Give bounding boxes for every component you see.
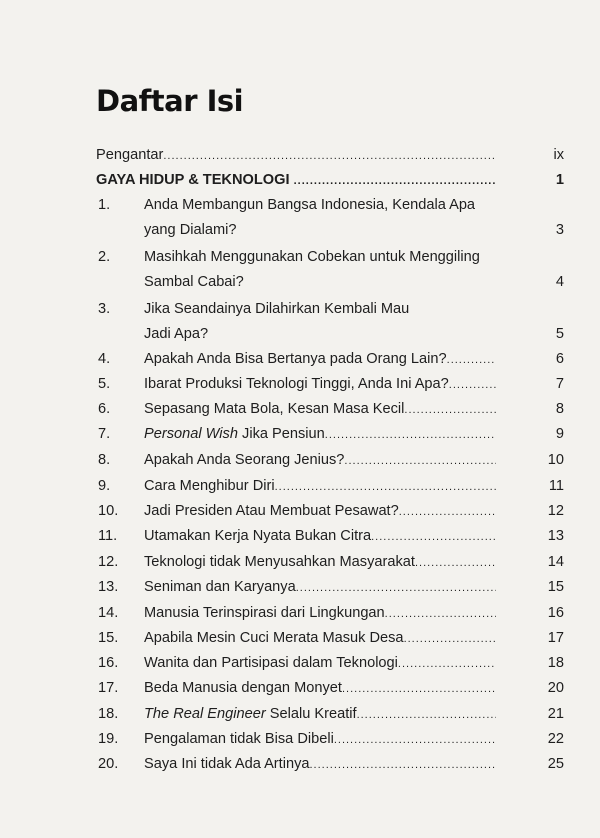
toc-entry-label: Cara Menghibur Diri ..... [144, 475, 496, 498]
toc-page-number: 18 [547, 655, 564, 671]
toc-page-number: 17 [547, 630, 564, 646]
toc-entry-label: GAYA HIDUP & TEKNOLOGI ..... [96, 169, 496, 192]
toc-entry-number: 13. [98, 579, 119, 595]
toc-entry[interactable] [96, 551, 576, 573]
toc-entry-number: 4. [98, 351, 111, 367]
toc-entry-number: 17. [98, 680, 119, 696]
page-title: Daftar Isi [96, 84, 244, 118]
toc-entry[interactable] [96, 348, 576, 370]
toc-entry-label: Apakah Anda Seorang Jenius? ..... [144, 449, 496, 472]
toc-entry[interactable] [96, 652, 576, 674]
toc-page-number: 12 [547, 503, 564, 519]
toc-page-number: 11 [548, 478, 564, 494]
toc-entry[interactable] [96, 449, 576, 471]
toc-entry-number: 20. [98, 756, 119, 772]
toc-entry-label: Manusia Terinspirasi dari Lingkungan ..... [144, 602, 496, 625]
toc-entry[interactable] [96, 525, 576, 547]
toc-entry[interactable] [96, 373, 576, 395]
toc-entry-continuation[interactable] [96, 323, 576, 345]
toc-entry-label: Pengalaman tidak Bisa Dibeli ..... [144, 728, 496, 751]
toc-entry-label: Beda Manusia dengan Monyet ..... [144, 677, 496, 700]
toc-page-number: 8 [555, 401, 564, 417]
toc-entry-number: 15. [98, 630, 119, 646]
toc-entry-label: Seniman dan Karyanya ..... [144, 576, 496, 599]
toc-entry-number: 3. [98, 301, 111, 317]
toc-entry[interactable] [96, 423, 576, 445]
toc-page-number: 20 [547, 680, 564, 696]
toc-entry-label: Sepasang Mata Bola, Kesan Masa Kecil ..... [144, 398, 496, 421]
toc-entry-number: 14. [98, 605, 119, 621]
toc-entry[interactable] [96, 576, 576, 598]
toc-entry-label: Anda Membangun Bangsa Indonesia, Kendala Apa [144, 197, 476, 213]
toc-entry[interactable] [96, 246, 576, 268]
toc-entry-label: Apakah Anda Bisa Bertanya pada Orang Lain? ..... [144, 348, 496, 371]
toc-page-number: 5 [555, 326, 564, 342]
toc-page-number: 16 [547, 605, 564, 621]
toc-entry[interactable] [96, 627, 576, 649]
toc-entry-label: Personal Wish Jika Pensiun ..... [144, 423, 496, 446]
toc-entry-label: Wanita dan Partisipasi dalam Teknologi ..... [144, 652, 496, 675]
toc-page-number: 15 [547, 579, 564, 595]
toc-entry[interactable] [96, 753, 576, 775]
toc-entry-number: 18. [98, 706, 119, 722]
toc-entry[interactable] [96, 298, 576, 320]
toc-entry[interactable] [96, 398, 576, 420]
toc-page-number: 21 [547, 706, 564, 722]
toc-entry-number: 16. [98, 655, 119, 671]
toc-entry-pengantar[interactable] [96, 144, 576, 166]
toc-page-number: ix [553, 147, 564, 163]
toc-page-number: 4 [555, 274, 564, 290]
toc-page-number: 14 [547, 554, 564, 570]
toc-section-heading[interactable] [96, 169, 576, 191]
toc-entry-label: Jadi Presiden Atau Membuat Pesawat? ..... [144, 500, 496, 523]
toc-entry-number: 2. [98, 249, 111, 265]
toc-entry[interactable] [96, 602, 576, 624]
toc-entry-label: Utamakan Kerja Nyata Bukan Citra ..... [144, 525, 496, 548]
toc-page-number: 6 [555, 351, 564, 367]
toc-entry-number: 1. [98, 197, 111, 213]
toc-page-number: 9 [555, 426, 564, 442]
toc-entry-number: 11. [98, 528, 118, 544]
toc-entry-label: Ibarat Produksi Teknologi Tinggi, Anda Ini Apa? ..... [144, 373, 496, 396]
toc-entry-number: 9. [98, 478, 111, 494]
toc-page-number: 1 [555, 172, 564, 188]
toc-entry-label: Jika Seandainya Dilahirkan Kembali Mau [144, 301, 410, 317]
toc-entry[interactable] [96, 677, 576, 699]
toc-entry-label: Teknologi tidak Menyusahkan Masyarakat ..... [144, 551, 496, 574]
toc-entry-number: 7. [98, 426, 111, 442]
toc-page-number: 7 [555, 376, 564, 392]
toc-entry-number: 5. [98, 376, 111, 392]
toc-page-number: 3 [555, 222, 564, 238]
toc-entry-label: The Real Engineer Selalu Kreatif ..... [144, 703, 496, 726]
toc-page-number: 10 [547, 452, 564, 468]
toc-page-number: 22 [547, 731, 564, 747]
toc-entry-number: 19. [98, 731, 119, 747]
toc-entry-continuation[interactable] [96, 271, 576, 293]
toc-entry-label: yang Dialami? [144, 222, 237, 238]
toc-entry-label: Apabila Mesin Cuci Merata Masuk Desa ..... [144, 627, 496, 650]
toc-page-number: 25 [547, 756, 564, 772]
toc-entry[interactable] [96, 475, 576, 497]
toc-entry[interactable] [96, 728, 576, 750]
toc-entry[interactable] [96, 500, 576, 522]
toc-entry-label: Pengantar ..... [96, 144, 496, 167]
toc-entry-continuation[interactable] [96, 219, 576, 241]
toc-entry[interactable] [96, 194, 576, 216]
toc-entry-label: Saya Ini tidak Ada Artinya ..... [144, 753, 496, 776]
toc-entry-label: Jadi Apa? [144, 326, 209, 342]
toc-page-number: 13 [547, 528, 564, 544]
toc-entry[interactable] [96, 703, 576, 725]
toc-entry-label: Masihkah Menggunakan Cobekan untuk Menggiling [144, 249, 480, 265]
toc-entry-number: 12. [98, 554, 119, 570]
toc-entry-number: 6. [98, 401, 111, 417]
toc-entry-label: Sambal Cabai? [144, 274, 244, 290]
toc-entry-number: 10. [98, 503, 119, 519]
toc-entry-number: 8. [98, 452, 111, 468]
